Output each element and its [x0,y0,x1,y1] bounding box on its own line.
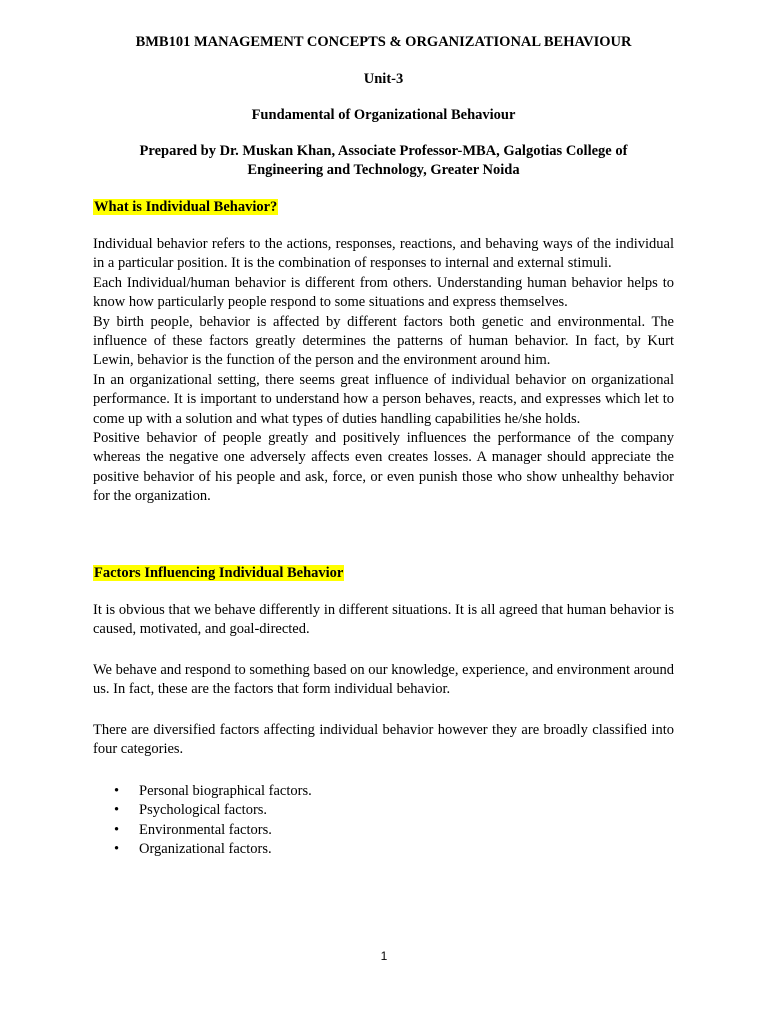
factor-list [93,782,312,860]
highlighted-heading-text: Factors Influencing Individual Behavior [94,565,344,581]
page-number: 1 [380,949,388,963]
paragraph: By birth people, behavior is affected by different factors both genetic and environmental. The influence of these factors greatly determines the patterns of human behavior. In fact, by Kurt Lewin, behavior is the function of the person and the environment around him. [93,313,674,369]
highlighted-heading-text: What is Individual Behavior? [94,199,278,215]
list-item-text: Psychological factors. [139,802,268,819]
prepared-by-line-2: Engineering and Technology, Greater Noida [247,162,520,178]
paragraph: Individual behavior refers to the actions, responses, reactions, and behaving ways of the individual in a particular position. It is the combination of responses to internal and external stimuli. [93,236,674,272]
section1-body [93,235,674,507]
section2-paragraph-2 [93,661,674,700]
paragraph: Positive behavior of people greatly and positively influences the performance of the company whereas the negative one adversely affects even creates losses. A manager should appreciate the positive behavior of his people and ask, force, or even punish those who show unhealthy behavior for the organization. [93,430,674,505]
list-item-text: Organizational factors. [139,841,272,858]
paragraph: There are diversified factors affecting individual behavior however they are broadly classified into four categories. [93,722,674,758]
list-item [93,801,312,820]
paragraph: Each Individual/human behavior is different from others. Understanding human behavior helps to know how particularly people respond to some situations and express themselves. [93,274,674,311]
paragraph: It is obvious that we behave differently in different situations. It is all agreed that human behavior is caused, motivated, and goal-directed. [93,602,674,638]
bullet-icon: • [114,802,120,819]
list-item-text: Environmental factors. [139,821,272,838]
course-title: BMB101 MANAGEMENT CONCEPTS & ORGANIZATIONAL BEHAVIOUR [135,34,632,50]
section-heading-factors [93,564,344,583]
section2-paragraph-3 [93,721,674,760]
list-item-text: Personal biographical factors. [139,783,312,799]
paragraph: We behave and respond to something based on our knowledge, experience, and environment around us. In fact, these are the factors that form individual behavior. [93,662,674,698]
bullet-icon: • [114,821,120,838]
bullet-icon: • [114,783,120,799]
unit-label: Unit-3 [363,71,404,87]
topic-title: Fundamental of Organizational Behaviour [251,107,516,123]
section2-paragraph-1 [93,601,674,640]
list-item [93,782,312,801]
list-item [93,821,312,840]
paragraph: In an organizational setting, there seems great influence of individual behavior on organizational performance. It is important to understand how a person behaves, reacts, and expresses which let to come up with a solution and what types of duties handling capabilities he/she holds. [93,371,674,427]
list-item [93,840,312,859]
section-heading-individual-behavior [93,198,278,217]
bullet-icon: • [114,841,120,858]
prepared-by-line-1: Prepared by Dr. Muskan Khan, Associate Professor-MBA, Galgotias College of [139,143,628,159]
